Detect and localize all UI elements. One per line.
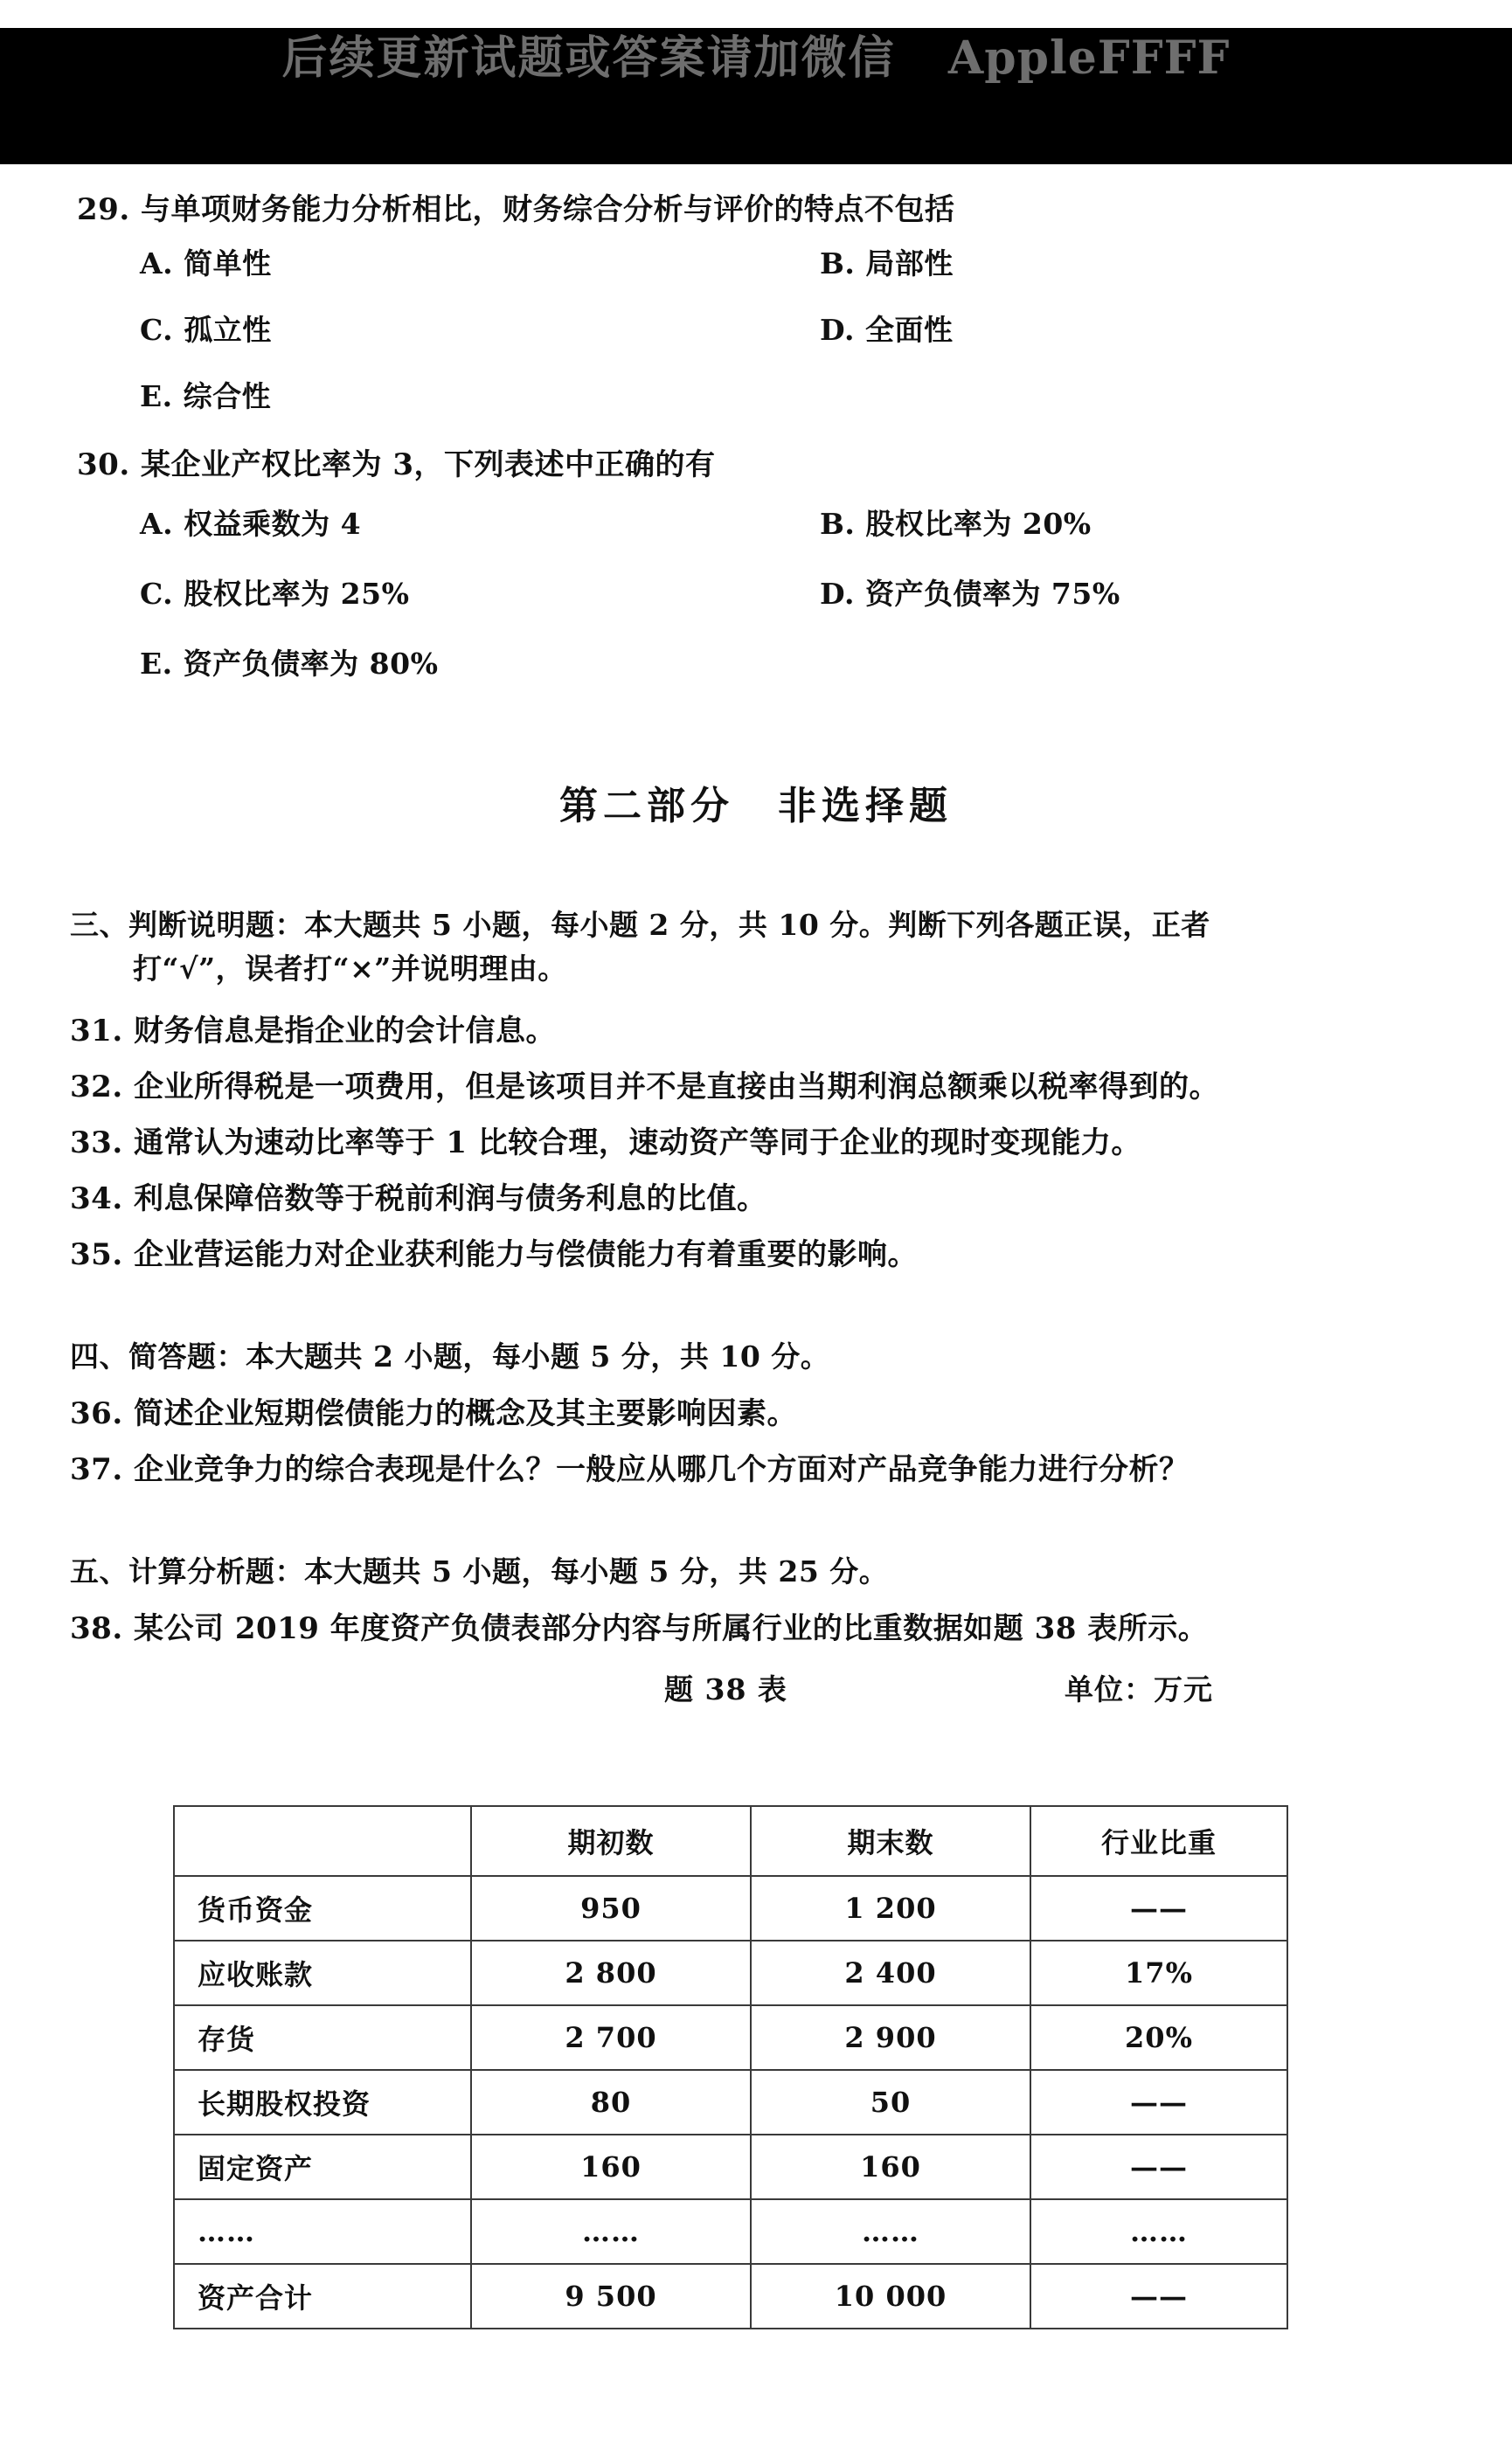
table-38-wrapper [173,1805,1280,2329]
question-30-option-a[interactable] [140,502,361,543]
table-row [174,2199,1287,2264]
table-38-caption: 题 38 表 [664,1672,787,1706]
question-30-option-c-key: C. [140,577,174,611]
table-header-cell-blank [174,1806,471,1876]
question-30-option-d-key: D. [820,577,855,611]
question-32-text: 企业所得税是一项费用，但是该项目并不是直接由当期利润总额乘以税率得到的。 [134,1069,1219,1104]
question-29-stem [77,189,955,231]
question-30-stem [77,444,716,486]
table-cell-label: 资产合计 [174,2264,471,2329]
table-cell-end: 2 900 [751,2005,1030,2070]
watermark-handle: AppleFFFF [947,31,1231,85]
table-row [174,1941,1287,2005]
table-cell-begin: 2 800 [471,1941,751,2005]
question-29-option-a-key: A. [140,246,174,280]
question-30-option-b[interactable] [820,502,1092,543]
section-4-heading [70,1335,829,1379]
question-30-option-b-key: B. [820,507,856,541]
question-36-text: 简述企业短期偿债能力的概念及其主要影响因素。 [134,1396,797,1431]
table-header-cell-begin: 期初数 [471,1806,751,1876]
question-35 [70,1234,918,1276]
table-cell-label: 存货 [174,2005,471,2070]
question-29-text: 与单项财务能力分析相比，财务综合分析与评价的特点不包括 [141,192,955,227]
question-31-number: 31. [70,1014,123,1049]
table-cell-label: 应收账款 [174,1941,471,2005]
table-cell-label: 货币资金 [174,1876,471,1941]
part-two-heading: 第二部分 非选择题 [559,784,953,828]
table-cell-end: 50 [751,2070,1030,2135]
table-cell-begin: 950 [471,1876,751,1941]
question-37-text: 企业竞争力的综合表现是什么？一般应从哪几个方面对产品竞争能力进行分析？ [134,1452,1189,1487]
question-29-option-e[interactable] [140,374,271,415]
table-cell-end: 1 200 [751,1876,1030,1941]
question-37 [70,1449,1189,1491]
table-38-unit: 单位：万元 [1065,1672,1213,1706]
question-30-option-c[interactable] [140,571,409,613]
table-header-cell-ratio: 行业比重 [1030,1806,1287,1876]
section-4-description: 本大题共 2 小题，每小题 5 分，共 10 分。 [246,1339,830,1374]
table-row [174,1876,1287,1941]
question-36 [70,1393,797,1435]
table-row [174,2135,1287,2199]
question-29-option-b-key: B. [820,246,856,280]
question-36-number: 36. [70,1396,123,1431]
question-30-option-c-label: 股权比率为 25% [184,577,410,611]
table-cell-label: …… [174,2199,471,2264]
table-cell-begin: …… [471,2199,751,2264]
question-29-option-c[interactable] [140,308,272,349]
question-30-option-e-label: 资产负债率为 80% [183,647,439,681]
section-4-lead: 四、简答题： [70,1339,246,1374]
question-38-number: 38. [70,1611,123,1646]
question-33-text: 通常认为速动比率等于 1 比较合理，速动资产等同于企业的现时变现能力。 [134,1125,1141,1160]
table-header-cell-end: 期末数 [751,1806,1030,1876]
table-cell-ratio: …… [1030,2199,1287,2264]
question-29-option-d-key: D. [820,313,855,347]
question-29-option-c-key: C. [140,313,174,347]
question-29-option-a-label: 简单性 [184,246,272,280]
question-30-option-e-key: E. [140,647,173,681]
table-cell-label: 长期股权投资 [174,2070,471,2135]
question-35-text: 企业营运能力对企业获利能力与偿债能力有着重要的影响。 [134,1237,918,1272]
section-3-lead: 三、判断说明题： [70,908,304,942]
question-37-number: 37. [70,1452,123,1487]
question-30-option-a-key: A. [140,507,174,541]
question-29-option-a[interactable] [140,241,272,282]
table-cell-end: 10 000 [751,2264,1030,2329]
question-38 [70,1608,1208,1650]
question-29-option-e-key: E. [140,379,173,413]
section-3-description-line2: 打“√”，误者打“×”并说明理由。 [133,952,567,986]
table-38-head [174,1806,1287,1876]
question-38-text: 某公司 2019 年度资产负债表部分内容与所属行业的比重数据如题 38 表所示。 [134,1611,1209,1646]
table-cell-begin: 2 700 [471,2005,751,2070]
table-row [174,2264,1287,2329]
table-38 [173,1805,1288,2329]
question-34 [70,1178,767,1220]
section-3-description-line1: 本大题共 5 小题，每小题 2 分，共 10 分。判断下列各题正误，正者 [304,908,1210,942]
question-32 [70,1066,1219,1108]
table-cell-begin: 160 [471,2135,751,2199]
question-29-option-b-label: 局部性 [865,246,954,280]
question-31 [70,1010,556,1052]
question-30-option-b-label: 股权比率为 20% [865,507,1092,541]
question-30-option-d-label: 资产负债率为 75% [864,577,1120,611]
section-5-heading [70,1550,888,1594]
table-cell-end: 2 400 [751,1941,1030,2005]
question-33-number: 33. [70,1125,123,1160]
table-cell-ratio: —— [1030,2135,1287,2199]
table-cell-ratio: 17% [1030,1941,1287,2005]
question-34-number: 34. [70,1181,123,1216]
section-3-heading [70,903,1468,947]
question-32-number: 32. [70,1069,123,1104]
question-29-option-c-label: 孤立性 [184,313,272,347]
question-31-text: 财务信息是指企业的会计信息。 [134,1014,556,1049]
question-29-number: 29. [77,192,130,227]
question-29-option-d[interactable] [820,308,953,349]
question-30-option-e[interactable] [140,641,438,682]
question-29-option-d-label: 全面性 [864,313,954,347]
question-29-option-e-label: 综合性 [183,379,272,413]
question-34-text: 利息保障倍数等于税前利润与债务利息的比值。 [134,1181,767,1216]
section-5-description: 本大题共 5 小题，每小题 5 分，共 25 分。 [304,1554,889,1588]
section-5-lead: 五、计算分析题： [70,1554,304,1588]
question-33 [70,1122,1141,1164]
table-row [174,2005,1287,2070]
table-header-row [174,1806,1287,1876]
table-cell-ratio: 20% [1030,2005,1287,2070]
question-29-option-b[interactable] [820,241,954,282]
table-row [174,2070,1287,2135]
table-cell-ratio: —— [1030,2264,1287,2329]
table-cell-end: …… [751,2199,1030,2264]
question-30-option-a-label: 权益乘数为 4 [184,507,362,541]
table-cell-end: 160 [751,2135,1030,2199]
table-cell-label: 固定资产 [174,2135,471,2199]
question-30-option-d[interactable] [820,571,1120,613]
table-cell-begin: 80 [471,2070,751,2135]
table-cell-ratio: —— [1030,1876,1287,1941]
table-38-body [174,1876,1287,2329]
question-30-number: 30. [77,447,130,482]
table-cell-ratio: —— [1030,2070,1287,2135]
watermark-banner-text [0,21,1512,87]
question-30-text: 某企业产权比率为 3，下列表述中正确的有 [141,447,716,482]
table-cell-begin: 9 500 [471,2264,751,2329]
watermark-notice: 后续更新试题或答案请加微信 [281,32,896,85]
question-35-number: 35. [70,1237,123,1272]
watermark-spacer [896,32,948,85]
